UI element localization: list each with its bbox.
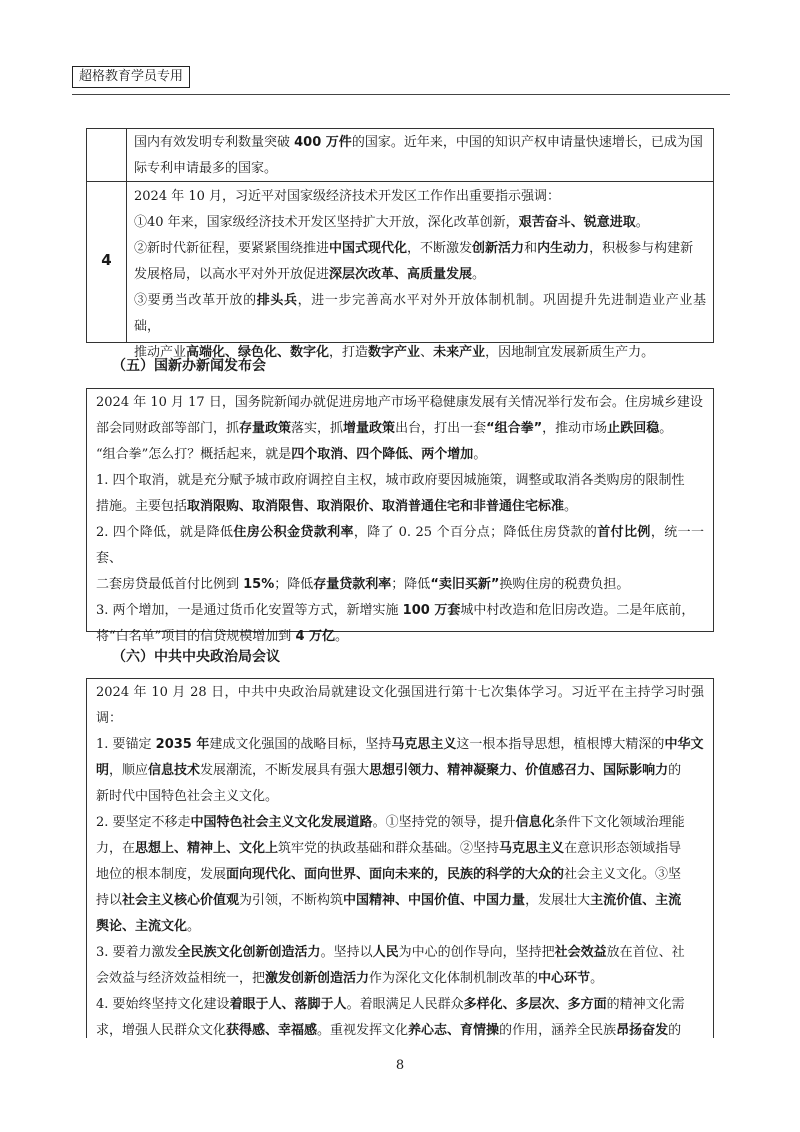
- text-run: 建成文化强国的战略目标，坚持: [209, 737, 392, 752]
- text-run: 发展格局，以高水平对外开放促进: [134, 267, 330, 282]
- text-run: ，因地制宜发展新质生产力。: [485, 345, 655, 360]
- text-line: [96, 940, 704, 966]
- text-run: 的: [668, 763, 682, 778]
- bold-phrase: 高端化、绿色化、数字化: [186, 345, 330, 360]
- text-run: 。: [564, 499, 578, 514]
- text-run: 换购住房的税费负担。: [499, 577, 630, 592]
- bold-phrase: 全民族文化创新创造活力: [177, 945, 321, 960]
- text-line: [96, 416, 704, 442]
- bold-phrase: 多样化、多层次、多方面: [463, 997, 607, 1012]
- bold-phrase: 2035 年: [155, 737, 210, 752]
- text-run: 2024 年 10 月 17 日，国务院新闻办就促进房地产市场平稳健康发展有关情况举行发布会。住房城乡建设: [96, 395, 703, 410]
- text-run: 措施。主要包括: [96, 499, 188, 514]
- press-conference-box: [86, 388, 714, 644]
- text-line: [134, 236, 706, 262]
- text-line: [96, 520, 704, 572]
- bold-phrase: 马克思主义: [391, 737, 457, 752]
- text-line: [96, 598, 704, 624]
- text-line: [134, 210, 706, 236]
- text-run: 。①坚持党的领导，提升: [372, 815, 516, 830]
- text-line: [96, 732, 704, 758]
- bold-phrase: 激发创新创造活力: [265, 971, 370, 986]
- text-line: [134, 156, 706, 182]
- bold-phrase: 社会效益: [554, 945, 607, 960]
- policy-table: [86, 128, 714, 360]
- bold-phrase: 面向现代化、面向世界、面向未来的，民族的科学的大众的: [226, 867, 565, 882]
- bold-phrase: 中国特色社会主义文化发展道路: [190, 815, 373, 830]
- text-run: ，积极参与构建新: [589, 241, 694, 256]
- text-line: [96, 966, 704, 992]
- bold-phrase: 艰苦奋斗、锐意进取: [518, 215, 636, 230]
- text-run: 地位的根本制度，发展: [96, 867, 227, 882]
- text-run: 。: [473, 447, 487, 462]
- text-run: 条件下文化领域治理能: [554, 815, 685, 830]
- bold-phrase: 排头兵: [256, 293, 298, 308]
- text-run: 的国家。近年来，中国的知识产权申请量快速增长，已成为国: [351, 135, 703, 150]
- text-run: “组合拳”怎么打？概括起来，就是: [96, 447, 292, 462]
- bold-phrase: 思想上、精神上、文化上: [135, 841, 279, 856]
- text-run: 为引领，不断构筑: [239, 893, 344, 908]
- text-run: ①40 年来，国家级经济技术开发区坚持扩大开放，深化改革创新，: [134, 215, 519, 230]
- text-run: 二套房贷最低首付比例到: [96, 577, 244, 592]
- section-heading-press-conference: （五）国新办新闻发布会: [112, 358, 266, 374]
- text-run: 。: [335, 629, 349, 644]
- politburo-text: [96, 680, 704, 1044]
- bold-phrase: 主流价值、主流: [590, 893, 682, 908]
- text-run: ，进一步完善高水平对外开放体制机制。巩固提升先进制造业产业基础，: [134, 293, 706, 334]
- table-row-4-text: [134, 184, 706, 366]
- text-line: [96, 810, 704, 836]
- text-run: 城中村改造和危旧房改造。二是年底前，: [460, 603, 695, 618]
- section-heading-politburo: （六）中共中央政治局会议: [112, 649, 280, 665]
- text-run: 筑牢党的执政基础和群众基础。②坚持: [278, 841, 500, 856]
- bold-phrase: 取消限购、取消限售、取消限价、取消普通住宅和非普通住宅标准: [187, 499, 565, 514]
- text-line: [134, 288, 706, 340]
- text-run: 3. 两个增加，一是通过货币化安置等方式，新增实施: [96, 603, 403, 618]
- bold-phrase: 400 万件: [294, 135, 352, 150]
- bold-phrase: 昂扬奋发: [616, 1023, 669, 1038]
- text-line: [96, 914, 704, 940]
- text-run: ，推动市场: [542, 421, 608, 436]
- table-row-top: [134, 129, 706, 182]
- text-line: [96, 836, 704, 862]
- bold-phrase: 15%: [243, 577, 275, 592]
- table-row-top-text: [134, 129, 706, 182]
- text-line: [134, 262, 706, 288]
- text-run: 的作用，涵养全民族: [499, 1023, 617, 1038]
- bold-phrase: 中华文: [664, 737, 704, 752]
- row-number: 4: [101, 251, 112, 269]
- text-run: 。: [659, 421, 673, 436]
- text-run: 求，增强人民群众文化: [96, 1023, 227, 1038]
- bold-phrase: 存量贷款利率: [313, 577, 392, 592]
- bold-phrase: 着眼于人、落脚于人: [229, 997, 347, 1012]
- text-run: 2024 年 10 月 28 日，中共中央政治局就建设文化强国进行第十七次集体学习。习近平在主持学习时强调：: [96, 685, 704, 726]
- text-run: 社会主义文化。③坚: [564, 867, 682, 882]
- text-run: 放在首位、社: [606, 945, 685, 960]
- bold-phrase: 住房公积金贷款利率: [233, 525, 354, 540]
- text-run: ，降了 0. 25 个百分点；降低住房贷款的: [353, 525, 598, 540]
- text-run: 。: [635, 215, 649, 230]
- text-line: [96, 680, 704, 732]
- bold-phrase: 首付比例: [597, 525, 651, 540]
- header-rule: [72, 94, 730, 95]
- text-run: ③要勇当改革开放的: [134, 293, 257, 308]
- text-line: [96, 758, 704, 784]
- text-run: 在意识形态领域指导: [564, 841, 682, 856]
- bold-phrase: 人民: [372, 945, 399, 960]
- text-run: 4. 要始终坚持文化建设: [96, 997, 230, 1012]
- text-run: 2. 四个降低，就是降低: [96, 525, 234, 540]
- text-run: 会效益与经济效益相统一，把: [96, 971, 266, 986]
- table-row-4: [134, 184, 706, 366]
- bold-phrase: 获得感、幸福感: [226, 1023, 318, 1038]
- text-run: 力，在: [96, 841, 136, 856]
- bold-phrase: 增量政策: [343, 421, 396, 436]
- press-conference-text: [96, 390, 704, 650]
- bold-phrase: 深层次改革、高质量发展: [329, 267, 473, 282]
- text-run: ，发展壮大: [525, 893, 591, 908]
- text-run: 3. 要着力激发: [96, 945, 178, 960]
- bold-phrase: “卖旧买新”: [430, 577, 500, 592]
- text-run: ，顺应: [109, 763, 149, 778]
- bold-phrase: 内生动力: [537, 241, 590, 256]
- text-run: 。: [590, 971, 604, 986]
- text-run: 1. 要锚定: [96, 737, 156, 752]
- bold-phrase: 马克思主义: [499, 841, 565, 856]
- text-line: [96, 468, 704, 494]
- text-run: 。重视发挥文化: [317, 1023, 409, 1038]
- page-number: 8: [395, 1058, 405, 1073]
- text-run: ；降低: [274, 577, 314, 592]
- bold-phrase: 存量政策: [239, 421, 292, 436]
- bold-phrase: 思想引领力、精神凝聚力、价值感召力、国际影响力: [369, 763, 669, 778]
- text-run: 部会同财政部等部门，抓: [96, 421, 240, 436]
- text-run: 1. 四个取消，就是充分赋予城市政府调控自主权，城市政府要因城施策，调整或取消各类购房的限制性: [96, 473, 685, 488]
- text-line: [134, 130, 706, 156]
- text-run: 新时代中国特色社会主义文化。: [96, 789, 279, 804]
- bold-phrase: 100 万套: [402, 603, 461, 618]
- politburo-box: [86, 678, 714, 1038]
- text-run: ，打造: [329, 345, 369, 360]
- text-run: 、: [420, 345, 434, 360]
- text-run: 。: [187, 919, 201, 934]
- text-line: [134, 184, 706, 210]
- text-run: 作为深化文化体制机制改革的: [369, 971, 539, 986]
- text-run: 这一根本指导思想，植根博大精深的: [456, 737, 665, 752]
- text-run: 。: [472, 267, 486, 282]
- text-run: 的精神文化需: [606, 997, 685, 1012]
- text-run: 国内有效发明专利数量突破: [134, 135, 295, 150]
- bold-phrase: 四个取消、四个降低、两个增加: [291, 447, 474, 462]
- text-run: ②新时代新征程，要紧紧围绕推进: [134, 241, 330, 256]
- brand-label: 超格教育学员专用: [72, 66, 190, 88]
- text-line: [96, 784, 704, 810]
- bold-phrase: 信息技术: [148, 763, 201, 778]
- text-line: [96, 992, 704, 1018]
- text-line: [96, 494, 704, 520]
- text-run: 为中心的创作导向，坚持把: [398, 945, 555, 960]
- text-line: [96, 572, 704, 598]
- text-line: [96, 862, 704, 888]
- text-run: 出台，打出一套: [395, 421, 487, 436]
- text-run: ，不断激发: [407, 241, 473, 256]
- text-line: [96, 1018, 704, 1044]
- text-line: [96, 888, 704, 914]
- bold-phrase: 信息化: [515, 815, 555, 830]
- text-run: 持以: [96, 893, 123, 908]
- text-run: 落实，抓: [291, 421, 344, 436]
- text-run: 推动产业: [134, 345, 187, 360]
- text-run: 。坚持以: [320, 945, 373, 960]
- bold-phrase: 创新活力: [472, 241, 525, 256]
- bold-phrase: 4 万亿: [295, 629, 336, 644]
- bold-phrase: 中国精神、中国价值、中国力量: [343, 893, 526, 908]
- text-run: 2024 年 10 月，习近平对国家级经济技术开发区工作作出重要指示强调：: [134, 189, 561, 204]
- bold-phrase: “组合拳”: [486, 421, 543, 436]
- bold-phrase: 中心环节: [538, 971, 591, 986]
- text-line: [96, 442, 704, 468]
- text-run: 。着眼满足人民群众: [346, 997, 464, 1012]
- text-run: ，统一一套、: [96, 525, 704, 566]
- text-run: 的: [668, 1023, 682, 1038]
- text-run: 际专利申请最多的国家。: [134, 161, 278, 176]
- text-line: [96, 390, 704, 416]
- bold-phrase: 中国式现代化: [329, 241, 408, 256]
- text-run: 发展潮流，不断发展具有强大: [200, 763, 370, 778]
- text-run: ；降低: [391, 577, 431, 592]
- bold-phrase: 明: [96, 763, 110, 778]
- text-run: 和: [524, 241, 538, 256]
- text-run: 2. 要坚定不移走: [96, 815, 191, 830]
- bold-phrase: 未来产业: [433, 345, 486, 360]
- text-run: 将“白名单”项目的信贷规模增加到: [96, 629, 296, 644]
- bold-phrase: 数字产业: [368, 345, 421, 360]
- bold-phrase: 止跌回稳: [607, 421, 660, 436]
- bold-phrase: 养心志、育情操: [408, 1023, 500, 1038]
- bold-phrase: 社会主义核心价值观: [122, 893, 240, 908]
- table-column-divider: [126, 129, 127, 342]
- bold-phrase: 舆论、主流文化: [96, 919, 188, 934]
